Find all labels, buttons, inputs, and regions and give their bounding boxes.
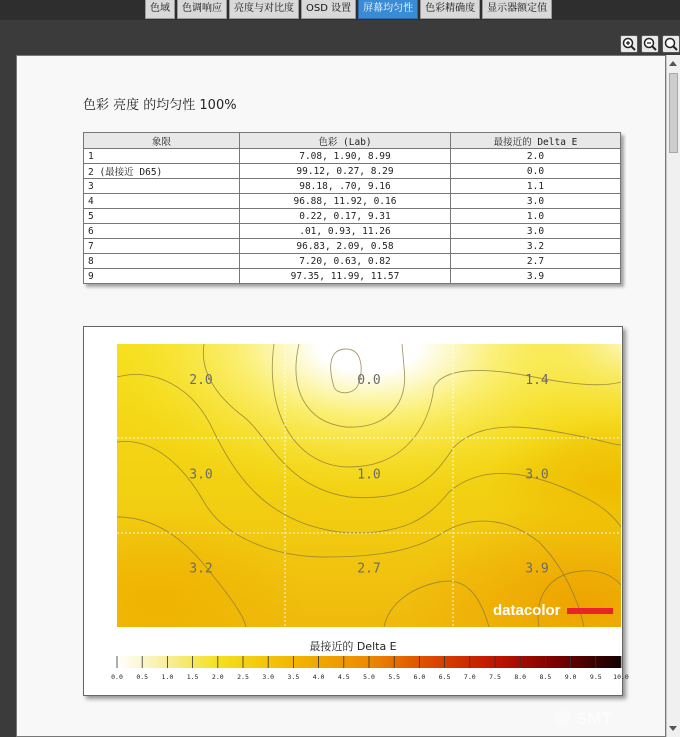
cell-quadrant: 4 [84, 194, 240, 209]
tab-6[interactable]: 色彩精确度 [420, 0, 480, 19]
cell-label-r2c3: 3.0 [525, 467, 549, 483]
colorbar-tick-label: 6.0 [413, 673, 426, 681]
colorbar-tick-label: 4.5 [337, 673, 350, 681]
brand-bar [567, 608, 613, 614]
colorbar-tick-label: 3.5 [287, 673, 300, 681]
cell-delta-e: 2.7 [451, 254, 621, 269]
cell-label-r1c3: 1.4 [525, 373, 549, 388]
cell-quadrant: 3 [84, 179, 240, 194]
cell-label-r2c2: 1.0 [357, 467, 381, 483]
tab-7[interactable]: 显示器额定值 [482, 0, 552, 19]
vertical-scrollbar[interactable] [666, 55, 680, 737]
cell-label-r1c2: 0.0 [357, 373, 381, 388]
cell-quadrant: 7 [84, 239, 240, 254]
colorbar-tick-label: 8.0 [514, 673, 527, 681]
table-row [84, 254, 621, 269]
cell-delta-e: 3.9 [451, 269, 621, 284]
cell-quadrant: 2 (最接近 D65) [84, 164, 240, 179]
cell-quadrant: 6 [84, 224, 240, 239]
colorbar-tick-label: 1.0 [161, 673, 174, 681]
colorbar-tick-label: 5.5 [388, 673, 401, 681]
table-row [84, 269, 621, 284]
column-header-quadrant: 象限 [84, 133, 240, 149]
colorbar-tick-label: 9.5 [589, 673, 602, 681]
watermark-text: SMT [576, 709, 612, 728]
table-row [84, 224, 621, 239]
table-body [84, 149, 621, 284]
tab-bar [0, 0, 680, 20]
tab-4[interactable]: OSD 设置 [301, 0, 356, 19]
zoom-out-icon [642, 36, 658, 52]
tab-5[interactable]: 屏幕均匀性 [358, 0, 418, 19]
cell-label-r3c3: 3.9 [525, 561, 549, 577]
scroll-down-arrow-icon[interactable] [669, 726, 677, 731]
report-page [17, 56, 665, 736]
table-row [84, 194, 621, 209]
tab-3[interactable]: 亮度与对比度 [229, 0, 299, 19]
colorbar-tick-label: 9.0 [564, 673, 577, 681]
table-row [84, 239, 621, 254]
tab-2[interactable]: 色调响应 [177, 0, 227, 19]
cell-quadrant: 8 [84, 254, 240, 269]
cell-lab: 98.18, .70, 9.16 [240, 179, 451, 194]
cell-lab: 96.88, 11.92, 0.16 [240, 194, 451, 209]
colorbar-tick-label: 0.5 [136, 673, 149, 681]
cell-lab: 7.20, 0.63, 0.82 [240, 254, 451, 269]
cell-delta-e: 1.0 [451, 209, 621, 224]
colorbar-tick-label: 2.0 [211, 673, 224, 681]
cell-delta-e: 0.0 [451, 164, 621, 179]
column-header-delta-e: 最接近的 Delta E [451, 133, 621, 149]
watermark-icon [553, 709, 571, 727]
cell-lab: 99.12, 0.27, 8.29 [240, 164, 451, 179]
colorbar-tick-label: 4.0 [312, 673, 325, 681]
zoom-in-icon [621, 36, 637, 52]
zoom-in-button[interactable] [620, 35, 638, 53]
cell-lab: 96.83, 2.09, 0.58 [240, 239, 451, 254]
table-row [84, 149, 621, 164]
colorbar-tick-label: 8.5 [539, 673, 552, 681]
cell-delta-e: 3.0 [451, 224, 621, 239]
report-viewer [16, 55, 666, 737]
cell-lab: 0.22, 0.17, 9.31 [240, 209, 451, 224]
colorbar-tick-label: 0.0 [111, 673, 123, 681]
heatmap-area [117, 344, 621, 627]
page-title: 色彩 亮度 的均匀性 100% [83, 98, 237, 113]
table-header-row [84, 133, 621, 149]
column-header-lab: 色彩 (Lab) [240, 133, 451, 149]
uniformity-chart [83, 326, 629, 696]
tab-1[interactable]: 色域 [145, 0, 175, 19]
cell-delta-e: 3.0 [451, 194, 621, 209]
uniformity-chart-svg [84, 327, 629, 695]
cell-label-r3c2: 2.7 [357, 561, 381, 577]
scroll-up-arrow-icon[interactable] [669, 61, 677, 66]
colorbar-tick-label: 5.0 [363, 673, 375, 681]
cell-label-r1c1: 2.0 [189, 373, 213, 388]
cell-delta-e: 2.0 [451, 149, 621, 164]
cell-quadrant: 9 [84, 269, 240, 284]
colorbar-tick-label: 1.5 [186, 673, 199, 681]
zoom-out-button[interactable] [641, 35, 659, 53]
scroll-thumb[interactable] [669, 73, 678, 153]
colorbar-tick-label: 2.5 [237, 673, 249, 681]
table-row [84, 179, 621, 194]
colorbar-tick-label: 6.5 [438, 673, 451, 681]
colorbar-tick-label: 7.5 [489, 673, 501, 681]
colorbar-tick-label: 3.0 [262, 673, 275, 681]
cell-lab: .01, 0.93, 11.26 [240, 224, 451, 239]
cell-label-r3c1: 3.2 [189, 561, 213, 577]
cell-label-r2c1: 3.0 [189, 467, 213, 483]
zoom-fit-button[interactable] [662, 35, 680, 53]
table-row [84, 164, 621, 179]
cell-delta-e: 3.2 [451, 239, 621, 254]
cell-quadrant: 1 [84, 149, 240, 164]
cell-quadrant: 5 [84, 209, 240, 224]
zoom-fit-icon [663, 36, 679, 52]
cell-delta-e: 1.1 [451, 179, 621, 194]
table-row [84, 209, 621, 224]
colorbar-label: 最接近的 Delta E [309, 640, 397, 653]
colorbar-tick-label: 10.0 [613, 673, 629, 681]
tab-strip [145, 0, 554, 20]
watermark [552, 707, 666, 729]
colorbar-tick-label: 7.0 [463, 673, 476, 681]
brand-text: datacolor [493, 602, 561, 619]
cell-lab: 7.08, 1.90, 8.99 [240, 149, 451, 164]
lab-table [83, 132, 621, 284]
cell-lab: 97.35, 11.99, 11.57 [240, 269, 451, 284]
